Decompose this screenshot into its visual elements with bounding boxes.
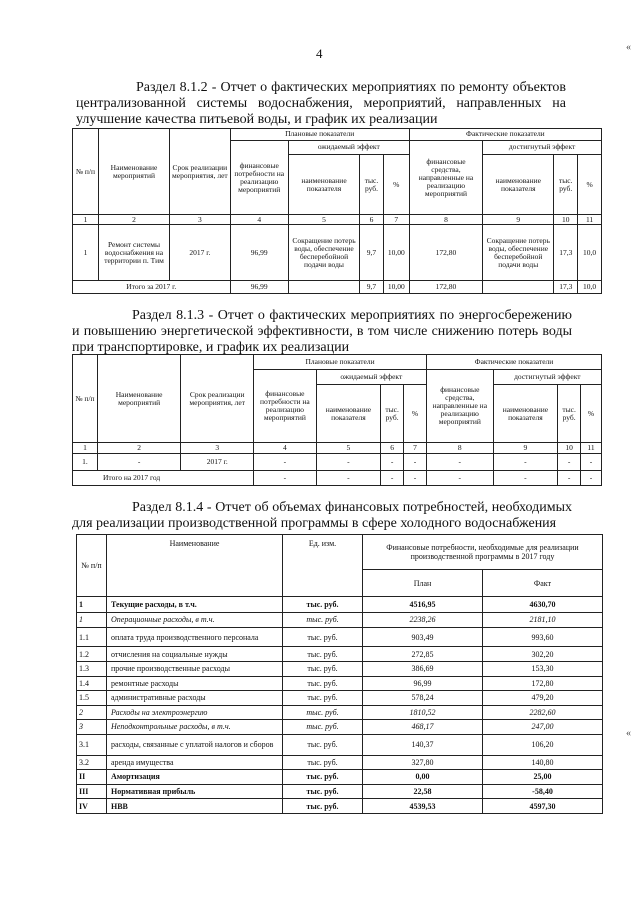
row-num: 1. — [73, 453, 98, 471]
table-row — [77, 770, 603, 785]
row-fact: 479,20 — [483, 691, 603, 706]
page-number: 4 — [316, 46, 323, 61]
row-num: 1.2 — [77, 647, 107, 662]
table-row — [77, 705, 603, 720]
table-row — [77, 691, 603, 706]
colnum: 11 — [578, 215, 602, 225]
row-fin-means: - — [426, 453, 493, 471]
table-row — [77, 647, 603, 662]
hdr-pct: % — [383, 154, 409, 214]
row-name: прочие производственные расходы — [107, 661, 283, 676]
hdr-fin-means: финансовые средства, направленные на реализацию мероприятий — [426, 369, 493, 443]
row-unit: тыс. руб. — [283, 720, 363, 735]
colnum: 7 — [404, 443, 427, 453]
row-name: Амортизация — [107, 770, 283, 785]
hdr-fin-means: финансовые средства, направленные на реализацию мероприятий — [409, 140, 482, 214]
row-num: 1 — [77, 597, 107, 613]
colnum: 7 — [383, 215, 409, 225]
section-812-heading: Раздел 8.1.2 - Отчет о фактических мероприятиях по ремонту объектов централизованной системы водоснабжения, мероприятий, направленных на улучшение качества питьевой воды, и график их реализации — [76, 80, 566, 127]
row-plan: 22,58 — [363, 784, 483, 799]
row-fact: 2181,10 — [483, 613, 603, 628]
total-ach-thous: 17,3 — [554, 281, 578, 294]
hdr-thous: тыс. руб. — [554, 154, 578, 214]
total-ach-indicator: - — [493, 471, 558, 486]
colnum: 10 — [558, 443, 581, 453]
row-name: Текущие расходы, в т.ч. — [107, 597, 283, 613]
hdr-pct: % — [578, 154, 602, 214]
row-unit: тыс. руб. — [283, 755, 363, 770]
row-name: - — [97, 453, 180, 471]
row-unit: тыс. руб. — [283, 784, 363, 799]
section-814-heading: Раздел 8.1.4 - Отчет об объемах финансовых потребностей, необходимых для реализации производственной программы в сфере холодного водоснабжения — [72, 500, 572, 531]
total-row — [73, 471, 602, 486]
row-plan: 4539,53 — [363, 799, 483, 814]
hdr-fact: Факт — [483, 570, 603, 597]
row-plan: 272,85 — [363, 647, 483, 662]
hdr-fin: Финансовые потребности, необходимые для реализации производственной программы в 2017 году — [363, 535, 603, 570]
empty-cell — [483, 281, 554, 294]
colnum: 5 — [316, 443, 381, 453]
table-row — [77, 799, 603, 814]
row-fact: 25,00 — [483, 770, 603, 785]
colnum: 1 — [73, 443, 98, 453]
row-name: Нормативная прибыль — [107, 784, 283, 799]
colnum: 2 — [98, 215, 169, 225]
row-unit: тыс. руб. — [283, 676, 363, 691]
colnum: 8 — [426, 443, 493, 453]
row-unit: тыс. руб. — [283, 770, 363, 785]
table-row — [77, 627, 603, 647]
total-exp-pct: 10,00 — [383, 281, 409, 294]
empty-cell — [288, 281, 359, 294]
hdr-thous: тыс. руб. — [360, 154, 384, 214]
row-fact: 302,20 — [483, 647, 603, 662]
row-plan: 140,37 — [363, 734, 483, 755]
colnum: 3 — [181, 443, 254, 453]
row-fact: 172,80 — [483, 676, 603, 691]
row-unit: тыс. руб. — [283, 647, 363, 662]
total-exp-thous: 9,7 — [360, 281, 384, 294]
colnum: 9 — [483, 215, 554, 225]
row-name: Расходы на электроэнергию — [107, 705, 283, 720]
row-plan: 96,99 — [363, 676, 483, 691]
hdr-indicator: наименование показателя — [493, 385, 558, 443]
column-numbers-row — [73, 215, 602, 225]
row-num: 3.2 — [77, 755, 107, 770]
colnum: 11 — [581, 443, 602, 453]
hdr-expected: ожидаемый эффект — [316, 369, 426, 385]
colnum: 3 — [170, 215, 230, 225]
hdr-achieved: достигнутый эффект — [483, 140, 602, 154]
row-num: IV — [77, 799, 107, 814]
row-fact: 247,00 — [483, 720, 603, 735]
row-fact: 4630,70 — [483, 597, 603, 613]
row-name: Операционные расходы, в т.ч. — [107, 613, 283, 628]
hdr-num: № п/п — [77, 535, 107, 597]
colnum: 10 — [554, 215, 578, 225]
table-row — [77, 661, 603, 676]
total-exp-pct: - — [404, 471, 427, 486]
total-fin-need: - — [254, 471, 316, 486]
row-fact: 153,30 — [483, 661, 603, 676]
row-fact: 993,60 — [483, 627, 603, 647]
row-unit: тыс. руб. — [283, 691, 363, 706]
table-814 — [76, 534, 603, 814]
row-term: 2017 г. — [181, 453, 254, 471]
hdr-planned: Плановые показатели — [254, 355, 427, 370]
hdr-pct: % — [581, 385, 602, 443]
row-exp-thous: - — [381, 453, 404, 471]
row-num: II — [77, 770, 107, 785]
colnum: 4 — [230, 215, 288, 225]
row-term: 2017 г. — [170, 224, 230, 280]
table-row — [77, 720, 603, 735]
row-ach-pct: 10,0 — [578, 224, 602, 280]
row-exp-pct: 10,00 — [383, 224, 409, 280]
row-fact: 106,20 — [483, 734, 603, 755]
total-fin-need: 96,99 — [230, 281, 288, 294]
colnum: 8 — [409, 215, 482, 225]
hdr-unit: Ед. изм. — [283, 535, 363, 597]
hdr-pct: % — [404, 385, 427, 443]
table-row — [77, 676, 603, 691]
section-813-heading: Раздел 8.1.3 - Отчет о фактических мероприятиях по энергосбережению и повышению энергетической эффективности, в том числе снижению потерь воды при транспортировке, и график их реализации — [72, 308, 572, 355]
row-exp-thous: 9,7 — [360, 224, 384, 280]
table-row — [73, 224, 602, 280]
row-name: Неподконтрольные расходы, в т.ч. — [107, 720, 283, 735]
row-name: оплата труда производственного персонала — [107, 627, 283, 647]
row-ach-pct: - — [581, 453, 602, 471]
colnum: 6 — [360, 215, 384, 225]
total-ach-pct: - — [581, 471, 602, 486]
row-plan: 386,69 — [363, 661, 483, 676]
hdr-term: Срок реализации мероприятия, лет — [170, 129, 230, 215]
row-exp-indicator: Сокращение потерь воды, обеспечение бесперебойной подачи воды — [288, 224, 359, 280]
row-fact: 4597,30 — [483, 799, 603, 814]
row-unit: тыс. руб. — [283, 661, 363, 676]
hdr-fin-need: финансовые потребности на реализацию мероприятий — [230, 140, 288, 214]
row-name: аренда имущества — [107, 755, 283, 770]
row-plan: 578,24 — [363, 691, 483, 706]
hdr-num: № п/п — [73, 355, 98, 443]
table-813 — [72, 354, 602, 486]
hdr-plan: План — [363, 570, 483, 597]
row-exp-indicator: - — [316, 453, 381, 471]
row-plan: 903,49 — [363, 627, 483, 647]
row-num: 1 — [73, 224, 99, 280]
colnum: 5 — [288, 215, 359, 225]
total-row — [73, 281, 602, 294]
table-row — [77, 613, 603, 628]
row-name: Ремонт системы водоснабжения на территории п. Тим — [98, 224, 169, 280]
colnum: 2 — [97, 443, 180, 453]
row-plan: 4516,95 — [363, 597, 483, 613]
row-plan: 327,80 — [363, 755, 483, 770]
table-row — [77, 597, 603, 613]
row-num: 1.1 — [77, 627, 107, 647]
hdr-achieved: достигнутый эффект — [493, 369, 601, 385]
hdr-num: № п/п — [73, 129, 99, 215]
row-exp-pct: - — [404, 453, 427, 471]
row-plan: 468,17 — [363, 720, 483, 735]
row-num: 3.1 — [77, 734, 107, 755]
row-num: III — [77, 784, 107, 799]
row-fact: 2282,60 — [483, 705, 603, 720]
hdr-actual: Фактические показатели — [426, 355, 601, 370]
colnum: 6 — [381, 443, 404, 453]
row-num: 3 — [77, 720, 107, 735]
column-numbers-row — [73, 443, 602, 453]
row-name: расходы, связанные с уплатой налогов и сборов — [107, 734, 283, 755]
row-name: ремонтные расходы — [107, 676, 283, 691]
total-fin-means: 172,80 — [409, 281, 482, 294]
row-unit: тыс. руб. — [283, 627, 363, 647]
total-label: Итого за 2017 г. — [73, 281, 231, 294]
hdr-expected: ожидаемый эффект — [288, 140, 409, 154]
total-ach-pct: 10,0 — [578, 281, 602, 294]
row-plan: 1810,52 — [363, 705, 483, 720]
row-unit: тыс. руб. — [283, 799, 363, 814]
colnum: 4 — [254, 443, 316, 453]
row-unit: тыс. руб. — [283, 597, 363, 613]
total-label: Итого на 2017 год — [73, 471, 254, 486]
row-unit: тыс. руб. — [283, 734, 363, 755]
row-num: 1 — [77, 613, 107, 628]
hdr-fin-need: финансовые потребности на реализацию мероприятий — [254, 369, 316, 443]
row-fact: -58,40 — [483, 784, 603, 799]
row-ach-thous: - — [558, 453, 581, 471]
total-exp-thous: - — [381, 471, 404, 486]
row-unit: тыс. руб. — [283, 613, 363, 628]
colnum: 1 — [73, 215, 99, 225]
row-unit: тыс. руб. — [283, 705, 363, 720]
row-num: 2 — [77, 705, 107, 720]
hdr-actual: Фактические показатели — [409, 129, 601, 141]
hdr-name: Наименование — [107, 535, 283, 597]
hdr-indicator: наименование показателя — [316, 385, 381, 443]
row-ach-indicator: - — [493, 453, 558, 471]
margin-mark: « — [626, 728, 631, 739]
row-fin-means: 172,80 — [409, 224, 482, 280]
total-fin-means: - — [426, 471, 493, 486]
table-row — [77, 755, 603, 770]
margin-mark: « — [626, 42, 631, 53]
hdr-planned: Плановые показатели — [230, 129, 409, 141]
table-812 — [72, 128, 602, 294]
row-num: 1.4 — [77, 676, 107, 691]
hdr-name: Наименование мероприятий — [97, 355, 180, 443]
hdr-thous: тыс. руб. — [558, 385, 581, 443]
row-name: отчисления на социальные нужды — [107, 647, 283, 662]
row-num: 1.5 — [77, 691, 107, 706]
hdr-name: Наименование мероприятий — [98, 129, 169, 215]
row-fact: 140,80 — [483, 755, 603, 770]
table-row — [77, 734, 603, 755]
hdr-thous: тыс. руб. — [381, 385, 404, 443]
row-ach-thous: 17,3 — [554, 224, 578, 280]
row-plan: 2238,26 — [363, 613, 483, 628]
row-fin-need: 96,99 — [230, 224, 288, 280]
hdr-indicator: наименование показателя — [483, 154, 554, 214]
hdr-indicator: наименование показателя — [288, 154, 359, 214]
table-row — [73, 453, 602, 471]
total-ach-thous: - — [558, 471, 581, 486]
row-num: 1.3 — [77, 661, 107, 676]
total-exp-indicator: - — [316, 471, 381, 486]
colnum: 9 — [493, 443, 558, 453]
row-fin-need: - — [254, 453, 316, 471]
hdr-term: Срок реализации мероприятия, лет — [181, 355, 254, 443]
table-row — [77, 784, 603, 799]
row-plan: 0,00 — [363, 770, 483, 785]
row-name: административные расходы — [107, 691, 283, 706]
row-name: НВВ — [107, 799, 283, 814]
row-ach-indicator: Сокращение потерь воды, обеспечение бесперебойной подачи воды — [483, 224, 554, 280]
